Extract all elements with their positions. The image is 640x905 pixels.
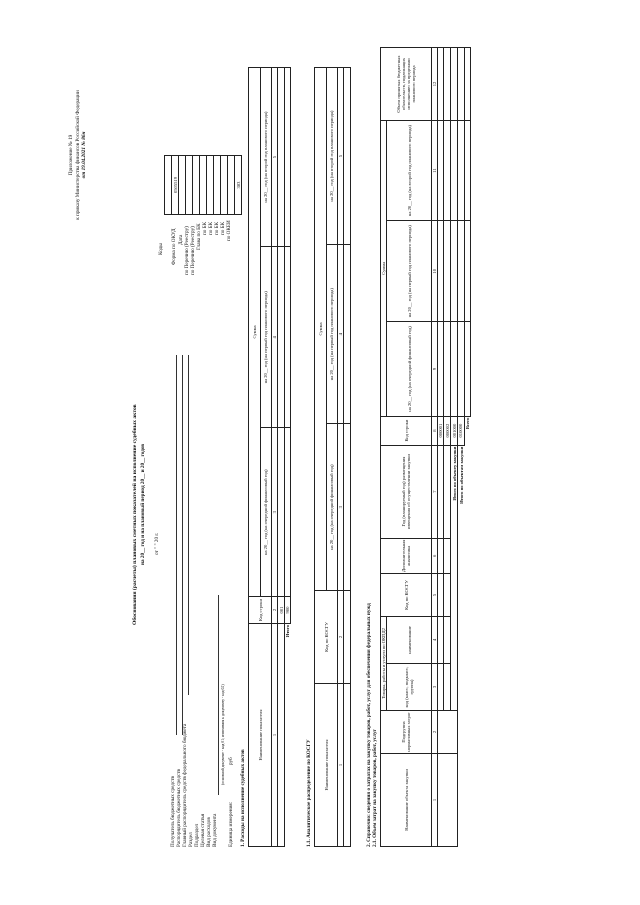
s1-col-name: Наименование показателя xyxy=(249,624,272,847)
s2-y1: на 20__ год (на очередной финансовый год) xyxy=(387,322,432,416)
field-label: Главный распорядитель средств федерального бюджета xyxy=(182,723,188,847)
s1-y2: на 20__ год (на первый год планового периода) xyxy=(260,247,272,428)
unit-label: Единица измерения: xyxy=(228,801,234,847)
s2-cell xyxy=(451,121,458,221)
fill-line xyxy=(188,355,189,695)
s2-col-row: Код строки xyxy=(381,416,432,445)
field-label: Целевая статья xyxy=(200,813,206,847)
s2-cell xyxy=(444,322,451,416)
s2-row-code: 000001 xyxy=(438,416,444,445)
code-label: по БК xyxy=(202,221,208,235)
section2-subtitle: 2.1. Объем затрат на закупку товаров, работ, услуг xyxy=(372,729,378,847)
s2-cell xyxy=(444,445,451,538)
s2-cell xyxy=(464,121,471,221)
s2-num: 2 xyxy=(432,711,438,754)
s1-num: 5 xyxy=(272,68,278,247)
s2-row-code: 001000 xyxy=(451,416,458,445)
s2-num: 7 xyxy=(432,445,438,538)
code-label: по БК xyxy=(208,221,214,235)
s11-cell xyxy=(344,684,351,847)
s2-grand-label: Всего xyxy=(465,417,470,430)
s2-cell xyxy=(451,221,458,322)
s1-cell xyxy=(278,68,285,247)
s2-col-kosgu: Код по КОСГУ xyxy=(381,574,432,617)
code-cell xyxy=(179,156,186,215)
s11-num: 5 xyxy=(338,68,344,245)
codes-head: Коды xyxy=(158,243,164,255)
section11-table xyxy=(314,67,351,847)
section11-title: 1.1. Аналитическое распределение по КОСГУ xyxy=(306,739,312,847)
s2-cell xyxy=(451,48,458,121)
s2-total-label: Итого по объектам закупки xyxy=(458,445,465,846)
s2-col-goods: Товары, работы и услуги по ОКПД2 xyxy=(381,617,387,711)
date-label: Дата xyxy=(178,234,184,245)
s2-col-year: Год (планируемый год) размещения извещения об осуществлении закупки xyxy=(381,445,432,538)
s2-cell xyxy=(444,538,451,573)
s2-row-code: 000002 xyxy=(444,416,451,445)
s1-y1: на 20__ год (на очередной финансовый год) xyxy=(260,428,272,597)
code-cell xyxy=(186,156,193,215)
s1-num: 3 xyxy=(272,428,278,597)
s11-cell xyxy=(344,245,351,424)
s11-cell xyxy=(344,424,351,591)
s2-num: 9 xyxy=(432,322,438,416)
s2-cell xyxy=(444,48,451,121)
unit-value: руб xyxy=(228,757,234,765)
s2-col-goods-name: наименование xyxy=(387,617,432,664)
s1-cell xyxy=(278,428,285,597)
doc-type-hint: (основной документ - код 01; изменения к документу - код 02) xyxy=(221,684,225,785)
field-label: Получатель бюджетных средств xyxy=(170,776,176,847)
form-code: 0505519 xyxy=(172,156,179,215)
rotated-form xyxy=(62,35,582,855)
s2-cell xyxy=(438,711,458,754)
s2-num: 12 xyxy=(432,48,438,121)
s1-total-label: Итого xyxy=(285,624,291,847)
s2-num: 4 xyxy=(432,617,438,664)
code-label: по БК xyxy=(214,221,220,235)
s1-cell xyxy=(278,624,285,847)
s2-col-object: Наименование объекта закупки xyxy=(381,754,432,847)
s11-cell xyxy=(344,68,351,245)
field-label: Распорядитель бюджетных средств xyxy=(176,769,182,847)
s2-num: 3 xyxy=(432,664,438,711)
s11-col-kosgu: Код по КОСГУ xyxy=(315,591,338,684)
s2-col-group: Подгруппа нормативных затрат xyxy=(381,711,432,754)
field-label: Вид расходов xyxy=(206,817,212,847)
section1-table xyxy=(248,67,291,847)
s1-num: 1 xyxy=(272,624,278,847)
s1-col-sum: Сумма xyxy=(249,68,261,597)
s1-cell xyxy=(285,68,291,247)
code-cell xyxy=(228,156,235,215)
s2-cell xyxy=(464,48,471,121)
s2-subtotal-label: Итого по объекту закупки xyxy=(451,445,458,710)
s1-y3: на 20__ год (на второй год планового периода) xyxy=(260,68,272,247)
s2-cell xyxy=(444,574,451,617)
codes-table xyxy=(164,155,242,215)
appendix-number: Приложение № 19 xyxy=(68,134,74,176)
s2-num: 6 xyxy=(432,538,438,573)
code-label: по ОКЕИ xyxy=(226,220,232,241)
s2-num: 5 xyxy=(432,574,438,617)
field-label: Вид документа xyxy=(212,813,218,847)
code-cell xyxy=(214,156,221,215)
fill-line xyxy=(182,355,183,735)
s2-cell xyxy=(444,221,451,322)
s2-col-sum: Сумма xyxy=(381,121,387,417)
okei-code: 383 xyxy=(235,156,242,215)
s1-cell xyxy=(285,247,291,428)
s2-col-code: код (класс, подкласс, группа) xyxy=(387,664,432,711)
s11-cell xyxy=(344,591,351,684)
field-label: Подраздел xyxy=(194,823,200,847)
s2-num: 10 xyxy=(432,221,438,322)
s11-col-name: Наименование показателя xyxy=(315,684,338,847)
s2-col-last: Объем принятых бюджетных обязательств, подлежащих исполнению за пределами планового периода xyxy=(381,48,432,121)
s11-y1: на 20__ год (на очередной финансовый год) xyxy=(326,424,338,591)
code-label: по Перечню (Реестру) xyxy=(184,226,190,275)
s1-row-code: 001 xyxy=(278,597,285,624)
form-label: Форма по ОКУД xyxy=(171,228,177,265)
section2-table xyxy=(380,47,471,847)
s2-cell xyxy=(438,754,458,847)
s2-row-code: 010000 xyxy=(458,416,465,445)
s2-num: 8 xyxy=(432,416,438,445)
code-label: по БК xyxy=(220,221,226,235)
s2-cell xyxy=(464,322,471,416)
document-title: Обоснования (расчеты) плановых сметных показателей на исполнение судебных актов xyxy=(132,404,138,625)
fill-line xyxy=(176,355,177,735)
code-cell xyxy=(207,156,214,215)
document-period: на 20__ год и на плановый период 20__ и 20__ годов xyxy=(140,443,146,565)
s1-col-code: Код строки xyxy=(249,597,272,624)
s2-y2: на 20__ год (на первый год планового периода) xyxy=(387,221,432,322)
code-label: по Перечню (Реестру) xyxy=(190,226,196,275)
order-date: от 19.04.2021 № 86н xyxy=(81,131,87,179)
fill-line xyxy=(218,595,219,795)
s2-cell xyxy=(444,664,451,711)
s2-cell xyxy=(451,322,458,416)
codes-head-cell xyxy=(165,156,172,215)
field-label: Раздел xyxy=(188,832,194,847)
s2-cell xyxy=(444,121,451,221)
s2-cell xyxy=(464,221,471,322)
section2-title: 2. Справочно: сведения о затратах на закупку товаров, работ, услуг для обеспечения федеральных нужд xyxy=(366,603,372,847)
s11-num: 4 xyxy=(338,245,344,424)
appendix-header xyxy=(68,55,88,255)
s1-num: 2 xyxy=(272,597,278,624)
s11-y2: на 20__ год (на первый год планового периода) xyxy=(326,245,338,424)
s1-total-code: 900 xyxy=(285,597,291,624)
s2-num: 11 xyxy=(432,121,438,221)
s2-y3: на 20__ год (на второй год планового периода) xyxy=(387,121,432,221)
s2-num: 1 xyxy=(432,754,438,847)
s11-num: 1 xyxy=(338,684,344,847)
order-reference: к приказу Министерства финансов Российской Федерации xyxy=(74,90,81,220)
code-cell xyxy=(221,156,228,215)
code-label: Глава по БК xyxy=(196,223,202,250)
code-cell xyxy=(200,156,207,215)
s1-cell xyxy=(278,247,285,428)
s2-col-extra: Дополнительная аналитика xyxy=(381,538,432,573)
code-cell xyxy=(193,156,200,215)
s11-num: 2 xyxy=(338,591,344,684)
codes-heading xyxy=(158,243,164,255)
s1-cell xyxy=(285,428,291,597)
section1-title: 1. Расходы на исполнение судебных актов xyxy=(240,749,246,847)
s11-col-sum: Сумма xyxy=(315,68,327,591)
s1-num: 4 xyxy=(272,247,278,428)
s11-num: 3 xyxy=(338,424,344,591)
s2-cell xyxy=(444,617,451,664)
s11-y3: на 20__ год (на второй год планового периода) xyxy=(326,68,338,245)
document-date: от " " 20 г. xyxy=(154,532,160,555)
